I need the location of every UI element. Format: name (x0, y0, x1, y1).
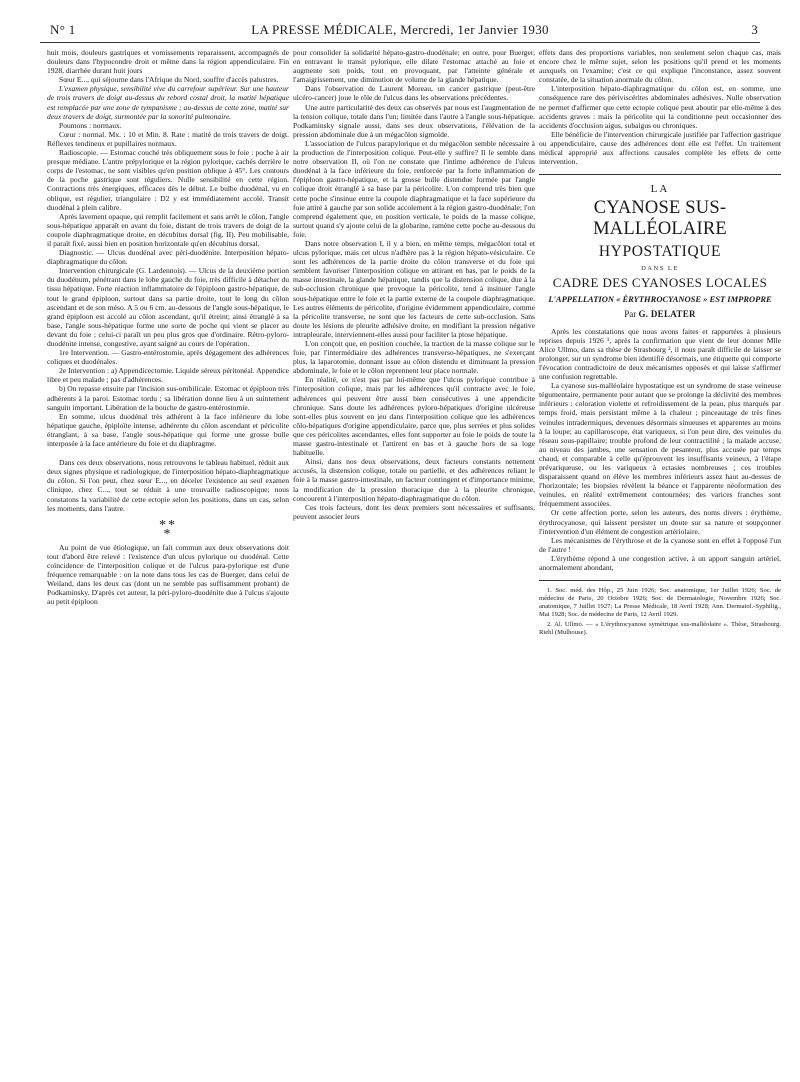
column-3 (539, 48, 781, 1078)
author-name: G. DELATER (638, 308, 696, 319)
paragraph: Les mécanismes de l'érythrose et de la cyanose sont en effet à l'opposé l'un de l'autre ! (539, 535, 781, 554)
footnote: 1. Soc. méd. des Hôp., 25 Juin 1926; Soc. anatomique, 1er Juillet 1926; Soc. de médecine de Paris, 20 Octobre 1926; Soc. de Dermatologie, Novembre 1926; Soc. anatomique, 7 Juillet 1927; La Presse Médicale, 18 Avril 1928; Ann. Dermatol.-Syphilig., Mai 1928; Soc. de médecine de Paris, 12 Avril 1929. (539, 587, 781, 619)
paragraph: Dans l'observation de Laurent Moreau, un cancer gastrique (peut-être ulcéro-cancer) joue le rôle de l'ulcus dans les observations précédentes. (293, 84, 535, 103)
paragraph: pour consolider la solidarité hépato-gastro-duodénale; en outre, pour Buerger, en entravant le transit pylorique, elle dilate l'estomac attaché au foie et augmente son poids, tout en provoquant, par l'atteinte générale et l'amaigrissement, une diminution de volume de la glande hépatique. (293, 48, 535, 85)
page-header (40, 18, 760, 43)
paragraph: Cœur : normal. Mx. : 10 et Min. 8. Rate : matité de trois travers de doigt. Réflexes tendineux et pupillaires normaux. (47, 129, 289, 148)
heading-title-line-2: HYPOSTATIQUE (598, 243, 722, 261)
paragraph: Dans ces deux observations, nous retrouvons le tableau habituel, réduit aux deux signes physique et radiologique, de l'interposition hépato-diaphragmatique du côlon. Si l'on peut, chez sœur E..., en déceler l'existence au seul examen clinique, chez C..., tout se réduit à une trouvaille radioscopique; nous constatons la variabilité de cette ectopie selon les positions, dans un cas, selon les moments, dans l'autre. (47, 458, 289, 513)
paragraph: Après les constatations que nous avons faites et rapportées à plusieurs reprises depuis 1926 ¹, après la confirmation que vient de leur donner Mlle Alice Ullmo, dans sa thèse de Strasbourg ², il nous paraît difficile de laisser se prolonger, sur un syndrome bien identifié désormais, une étiquette qui comporte l'évocation contradictoire de deux mécanismes opposés et qui laisse s'affirmer une confusion regrettable. (539, 326, 781, 382)
paragraph: L'association de l'ulcus parapylorique et du mégacôlon semble nécessaire à la production de l'interposition colique. Peut-elle y suffire? Il le semble dans notre observation II, où l'on ne constate que l'intime adhérence de l'ulcus duodénal à la face inférieure du foie, renforcée par la forte inflammation de l'épiploon gastro-hépatique, et la grosse bulle distendue formée par l'angle colique droit étranglé à sa base par la péricolite. L'on comprend très bien que cette poche s'insinue entre la coupole diaphragmatique et la face supérieure du foie attiré à gauche par son solide accolement à la région gastro-duodénale; l'on comprend également que, en position verticale, le poids de la masse colique, surtout quand s'y ajoute celui de la globarine, ramène cette poche au-dessous du foie. (293, 138, 535, 239)
page-number: 3 (751, 22, 758, 37)
article-heading (539, 185, 781, 318)
heading-title-line-3: CADRE DES CYANOSES LOCALES (552, 275, 768, 291)
paragraph: b) On repasse ensuite par l'incision sus-ombilicale. Estomac et épiploon très adhérents à la paroi. Estomac tordu ; sa libération donne lieu à un suintement sanguin important. Libération de la bouche de gastro-entérostomie. (47, 384, 289, 412)
paragraph: Ces trois facteurs, dont les deux premiers sont nécessaires et suffisants, peuvent associer leurs (293, 502, 535, 521)
column-1 (47, 48, 289, 1053)
paragraph: En somme, ulcus duodénal très adhérent à la face inférieure du lobe hépatique gauche, épiploïte intense, adhérente du côlon ascendant et péricolite étranglant, à sa base, l'angle sous-hépatique qui forme une grosse bulle interposée à la face antérieure du foie et du diaphragme. (47, 411, 289, 449)
paragraph: Au point de vue étiologique, un fait commun aux deux observations doit tout d'abord être relevé : l'existence d'un ulcus pylorique ou duodénal. Cette coïncidence de l'interposition colique et de l'ulcus para-pylorique est d'une fréquence remarquable : on la note dans tous les cas de Buerger, dans celui de Weiland, dans les deux cas (dont un ne semble pas suffisamment probant) de Podkaminsky. D'après cet auteur, la péri-pyloro-duodénite due à l'ulcus s'ajoute au petit épiploon (47, 542, 289, 607)
paragraph: 1re Intervention. — Gastro-entérostomie, après dégagement des adhérences coliques et duodénales. (47, 348, 289, 367)
section-separator: ** * (159, 517, 177, 542)
paragraph: effets dans des proportions variables, non seulement selon chaque cas, mais encore chez le même sujet, selon les positions qu'il prend et les moments auxquels on l'examine; c'est ce qui explique l'inconstance, assez souvent constatée, de la situation anormale du côlon. (539, 48, 781, 85)
paragraph: Elle bénéficie de l'intervention chirurgicale justifiée par l'affection gastrique ou appendiculaire, cause des adhérences dont elle est l'effet. Un traitement médical approprié aux affections causales complète les effets de cette intervention. (539, 129, 781, 167)
paragraph: L'érythème répond à une congestion active, à un apport sanguin artériel, anormalement abondant, (539, 553, 781, 573)
heading-article: LA (650, 183, 670, 196)
heading-title-line-1: CYANOSE SUS-MALLÉOLAIRE (593, 198, 727, 240)
byline-prefix: Par (624, 308, 637, 319)
paragraph: L'examen physique, sensibilité vive du carrefour supérieur. Sur une hauteur de trois travers de doigt au-dessus du rebord costal droit, la matité hépatique est remplacée par une zone de tympanisme ; au-dessus de cette zone, matité sur deux travers de doigt, surmontée par la sonorité pulmonaire. (47, 84, 289, 121)
paragraph: En réalité, ce n'est pas par lui-même que l'ulcus pylorique contribue à l'interposition colique, mais par les adhérences qu'il contracte avec le foie, adhérences qui peuvent être aussi bien consécutives à une appendicite chronique. Sans doute les adhérences pyloro-hépatiques d'origine ulcéreuse sont-elles plus souvent en jeu dans l'interposition colique que les adhérences côlo-hépatiques d'origine appendiculaire, parce que, plus serrées et plus solides que ces péricolites ascendantes, elles font supporter au foie le poids de toute la masse gastro-intestinale et l'attirent en bas et à gauche hors de sa loge habituelle. (293, 375, 535, 458)
paragraph: Diagnostic. — Ulcus duodénal avec péri-duodénite. Interposition hépato-diaphragmatique du côlon. (47, 248, 289, 267)
paragraph: L'interposition hépato-diaphragmatique du côlon est, en somme, une conséquence rare des périviscérites abdominales adhésives. Nulle observation ne permet d'affirmer que cette ectopie colique peut aboutir par elle-même à des accidents graves : mais la péricolite qui la conditionne peut occasionner des accidents d'occlusion aigus, subaigus ou chroniques. (539, 84, 781, 130)
footnotes (539, 580, 781, 637)
paragraph: Ainsi, dans nos deux observations, deux facteurs constants nettement accusés, la distension colique, totale ou partielle, et des adhérences reliant le foie à la masse gastro-intestinale, un facteur contingent et d'importance minime, la modification de la pression thoracique due à la pleurite chronique, concourent à l'interposition hépato-diaphragmatique du côlon. (293, 457, 535, 503)
paragraph: La cyanose sus-malléolaire hypostatique est un syndrome de stase veineuse tégumentaire, permanente pour autant que se prolonge la déclivité des membres inférieurs : coloration violette et refroidissement de la peau, plus marqués par temps froid, mais persistant même à la chaleur ; pinceautage de très fines veinules intradermiques, devenues désormais sinueuses et apparentes au moins à la loupe; au capillaroscope, état variqueux, si l'on peut dire, des veinules du réseau sous-papillaire; trouble profond de leur contractilité ; la malade accuse, au niveau des jambes, une sensation de pesanteur, plus accusée par temps chaud, et comparable à celle qu'éprouvent les insuffisants veineux, à l'étape prévariqueuse, ou les variqueux à ectasies nombreuses ; ces troubles disparaissent quand on élève les membres inférieurs assez haut au-dessus de l'horizontale; les biopsies révèlent la béance et l'apparente néoformation des veinules, en réalité extrêmement contournées; des varices franches sont fréquemment associées. (539, 381, 781, 509)
paragraph: Après lavement opaque, qui remplit facilement et sans arrêt le côlon, l'angle sous-hépatique apparaît en avant du foie, distant de trois travers de doigt de la coupole diaphragmatique droite, en décubitus dorsal (fig. II). Peu mobilisable, il paraît fixé, aussi bien en position horizontale qu'en décubitus dorsal. (47, 211, 289, 248)
paragraph: L'on conçoit que, en position couchée, la traction de la masse colique sur le foie, par l'intermédiaire des adhérences transverso-hépatiques, ne s'exerçant plus, la laparotomie, donnant issue au côlon distendu et diminuant la pression abdominale, le foie et le côlon reprennent leur place normale. (293, 339, 535, 376)
paragraph: Une autre particularité des deux cas observés par nous est l'augmentation de la tension colique, totale dans l'un; limitée dans l'autre à l'angle sous-hépatique. Podkaminsky signale aussi, dans ses deux observations, l'élévation de la pression abdominale due à un mégacôlon sigmoïde. (293, 102, 535, 139)
paragraph: Sœur E..., qui séjourne dans l'Afrique du Nord, souffre d'accès palustres. (59, 75, 279, 85)
issue-number: N° 1 (50, 22, 76, 37)
paragraph: Dans notre observation I, il y a bien, en même temps, mégacôlon total et ulcus pylorique, mais cet ulcus n'adhère pas à la région hépato-vésiculaire. Ce sont les adhérences de la partie droite du côlon transverse et du foie qui semblent favoriser l'interposition colique en attirant en bas, par le poids de la masse intestinale, la glande hépatique, tandis que la distension colique, due à la sub-occlusion chronique que provoque la péricolite, tend à insinuer l'angle sous-hépatique entre le foie et la partie externe de la coupole diaphragmatique. Les autres éléments de péricolite, d'origine évidemment appendiculaire, comme la péricolite transverse, ne sont que les facteurs de cette sub-occlusion. Sans doute les lésions de pleurite adhésive droite, en modifiant la pression négative intrapleurale, interviennent-elles aussi pour faciliter la ptose hépatique. (293, 238, 535, 339)
column-2 (293, 48, 535, 1068)
paragraph: 2e Intervention : a) Appendicectomie. Liquide séreux péritonéal. Appendice libre et peu malade ; pas d'adhérences. (47, 366, 289, 385)
paragraph: Intervention chirurgicale (G. Lardennois). — Ulcus de la deuxième portion du duodénum, pénétrant dans le lobe gauche du foie, très difficile à détacher du tissu hépatique. Forte réaction inflammatoire de l'épiploon gastro-hépatique, de tout le grand épiploon, surtout dans sa partie droite, tout le long du côlon ascendant et de son méso. A 5 ou 6 cm. au-dessous de l'angle sous-hépatique, le grand épiploon est accolé au côlon ascendant, qu'il étreint; ainsi étranglé à sa base, l'angle sous-hépatique forme une sorte de poche qui vient se placer au devant du foie ; celui-ci paraît un peu plus gros que d'ordinaire. Rétro-pyloro-duodénite intense, congestive, ayant saigné au cours de l'opération. (47, 266, 289, 348)
paragraph: Radioscopie. — Estomac couché très obliquement sous le foie : poche à air presque médiane. L'antre prépylorique et la région pylorique, cachés derrière le corps de l'estomac, ne sont visibles qu'en position oblique à 45°. Les contours de la poche gastrique sont réguliers. Nulle sensibilité en cette région. Contractions très énergiques, efficaces dès le début. Le bulbe duodénal, vu en oblique, est régulier, triangulaire : D2 y est immédiatement accolé. Transit duodénal à plein calibre. (47, 148, 289, 212)
footnote: 2. Al. Ullmo. — « L'érythrocyanose symétrique sus-malléolaire ». Thèse, Strasbourg. Riehl (Mulhouse). (539, 621, 781, 637)
paragraph: Poumons : normaux. (59, 120, 122, 130)
heading-connector: DANS LE (641, 265, 679, 273)
heading-subtitle: L'APPELLATION « ÉRYTHROCYANOSE » EST IMPROPRE (548, 294, 772, 305)
journal-title: LA PRESSE MÉDICALE, Mercredi, 1er Janvier 1930 (251, 22, 549, 37)
article-divider (539, 174, 781, 175)
paragraph: Or cette affection porte, selon les auteurs, des noms divers : érythème, érythrocyanose, qui laissent persister un doute sur sa nature et soupçonner l'intervention d'un élément de congestion artériolaire. (539, 508, 781, 536)
paragraph: huit mois, douleurs gastriques et vomissements reparaissent, accompagnés de douleurs dans l'hypocondre droit et même dans la région appendiculaire. Fin 1928, diarrhée durant huit jours (47, 48, 289, 76)
byline (539, 310, 781, 319)
